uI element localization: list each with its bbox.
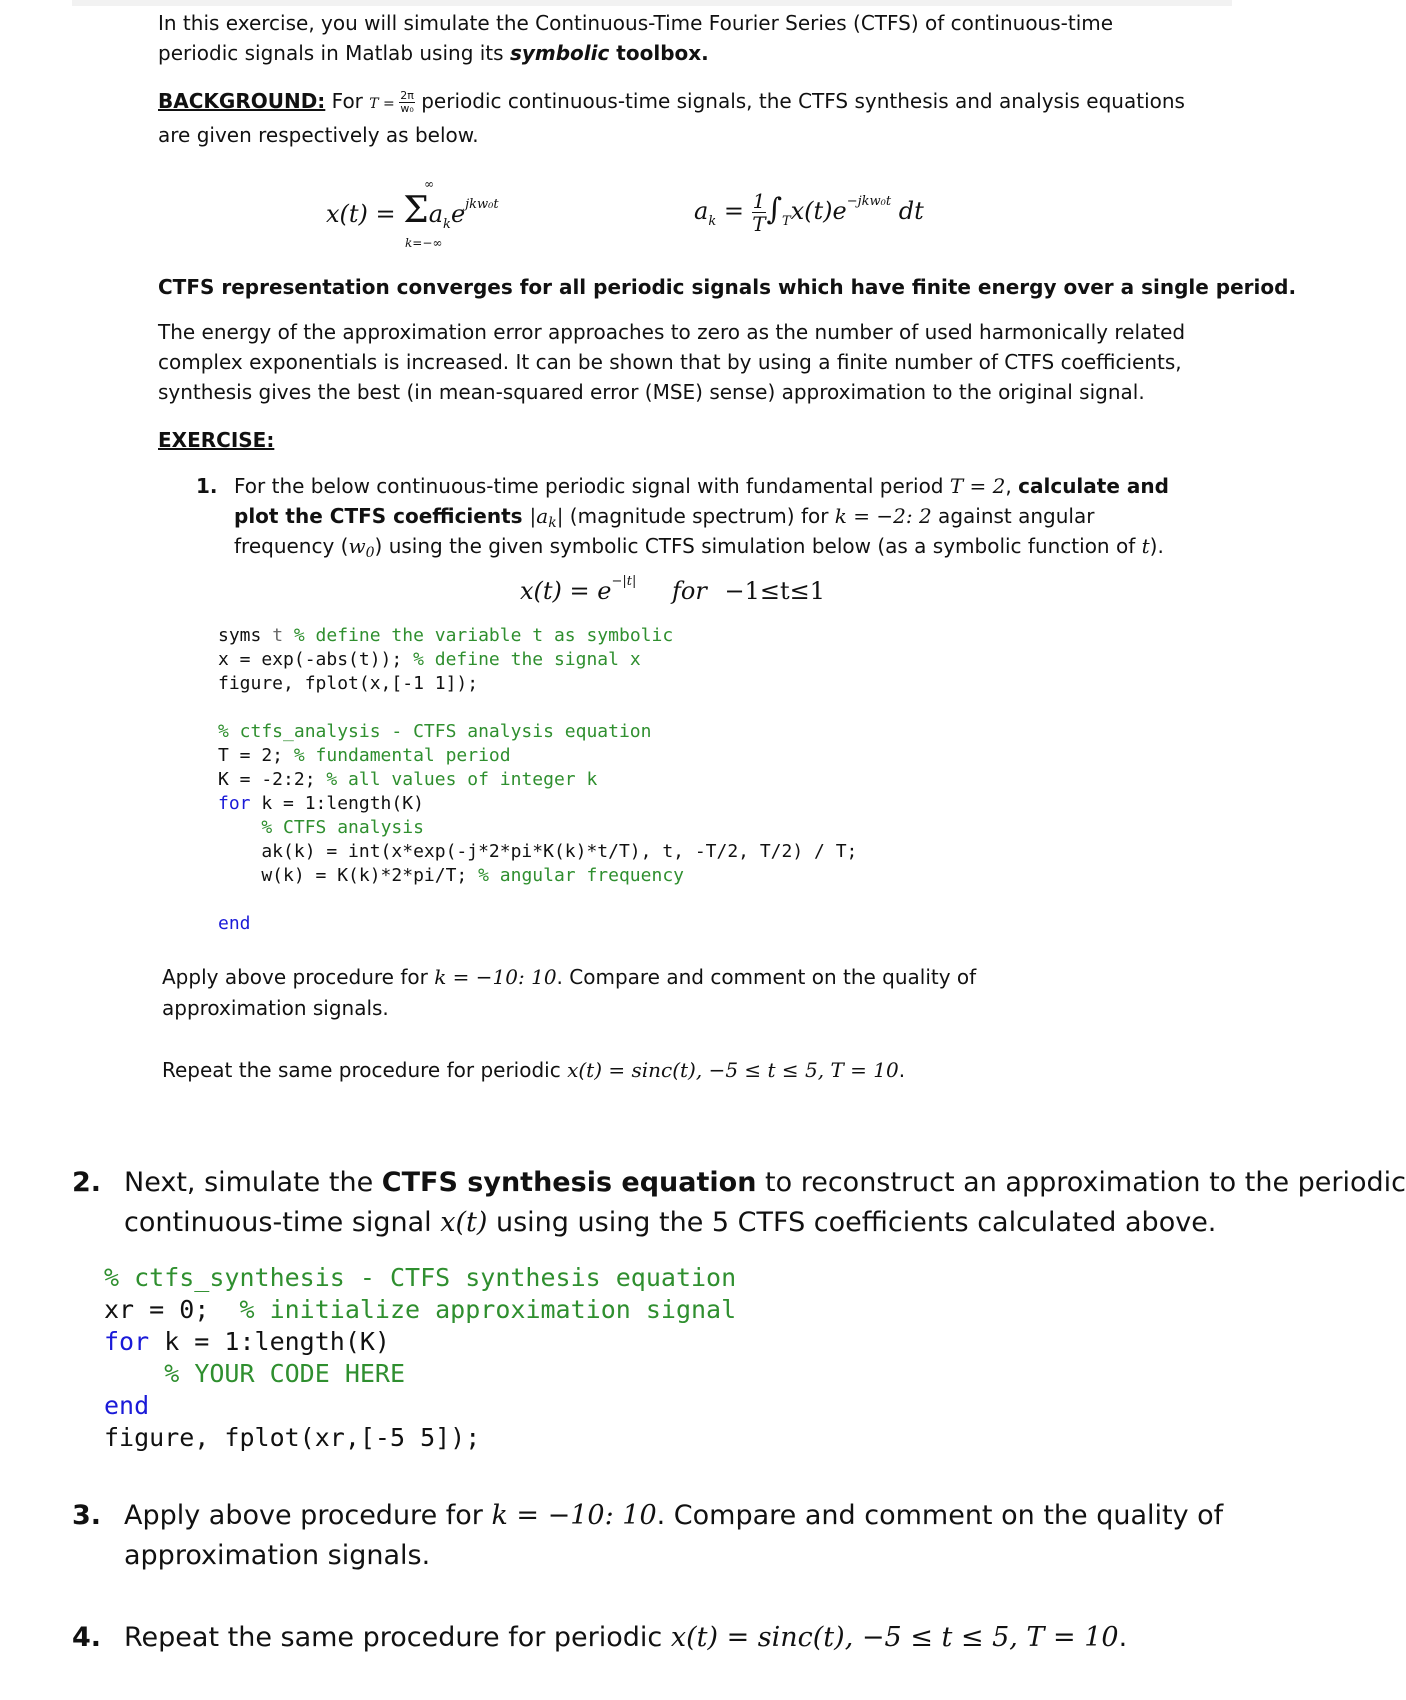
intro-text: In this exercise, you will simulate the Continuous-Time Fourier Series (CTFS) of continuous-time — [158, 11, 1114, 35]
code-line — [218, 648, 857, 672]
analysis-dt: dt — [898, 197, 924, 225]
analysis-k: k — [708, 214, 717, 229]
item-2-line-1 — [124, 1163, 1406, 1203]
code-token: x = exp(-abs(t)); — [218, 649, 414, 670]
background-text: are given respectively as below. — [158, 123, 479, 147]
item-1-bold: calculate and — [1018, 474, 1169, 498]
converges-statement: CTFS representation converges for all periodic signals which have finite energy over a single period. — [158, 275, 1297, 299]
background-heading: BACKGROUND: — [158, 89, 326, 113]
signal-exponent: −|t| — [611, 574, 637, 589]
item-1-math-sub: k — [548, 515, 557, 531]
background-eq: = — [378, 96, 400, 112]
code-token: figure, fplot(xr,[-5 5]); — [104, 1423, 481, 1452]
code-line — [218, 672, 857, 696]
code-lines — [104, 1262, 736, 1454]
apply-line-1 — [162, 962, 976, 992]
background-T: T — [369, 96, 379, 112]
background-line-1 — [158, 86, 1185, 119]
code-token: % all values of integer k — [326, 769, 598, 790]
item-3-text: . Compare and comment on the quality of — [656, 1500, 1224, 1531]
item-2-text: continuous-time signal — [124, 1207, 441, 1238]
item-1-math: k = −2: 2 — [834, 504, 932, 528]
code-line — [104, 1326, 736, 1358]
analysis-exponent: −jkw₀t — [846, 194, 892, 209]
repeat-text: . — [898, 1058, 906, 1082]
item-1-math: w — [348, 534, 366, 558]
synthesis-k: k — [443, 217, 451, 232]
item-3-math: k = −10: 10 — [491, 1500, 657, 1531]
analysis-body: x(t)e — [790, 197, 847, 225]
code-token — [218, 817, 261, 838]
fraction-numerator: 2π — [400, 89, 414, 102]
background-line-2 — [158, 120, 479, 150]
item-1-math-sub: 0 — [365, 545, 375, 561]
code-line — [104, 1422, 736, 1454]
code-token: K = -2:2; — [218, 769, 327, 790]
item-1-line-1 — [234, 471, 1169, 501]
code-token: k = 1:length(K) — [149, 1327, 390, 1356]
exercise-heading: EXERCISE: — [158, 428, 275, 452]
energy-line-3: synthesis gives the best (in mean-squared error (MSE) sense) approximation to the original signal. — [158, 380, 1145, 404]
analysis-a: a — [694, 197, 709, 225]
code-token: t — [272, 625, 284, 646]
code-line — [218, 840, 857, 864]
code-token: for — [104, 1327, 150, 1356]
code-token: xr = 0; — [104, 1295, 240, 1324]
item-4-math: x(t) = sinc(t), −5 ≤ t ≤ 5, T = 10 — [670, 1622, 1119, 1653]
code-line — [104, 1390, 736, 1422]
code-line — [218, 888, 857, 912]
signal-lhs: x(t) = e — [520, 577, 612, 605]
background-fraction — [399, 90, 415, 115]
item-2-text: using using the 5 CTFS coefficients calculated above. — [487, 1207, 1217, 1238]
apply-math: k = −10: 10 — [434, 965, 557, 989]
code-token: for — [218, 793, 251, 814]
code-line — [218, 816, 857, 840]
code-line — [104, 1358, 736, 1390]
code-token: % fundamental period — [293, 745, 511, 766]
intro-text: periodic signals in Matlab using its — [158, 41, 510, 65]
item-1-text: ) using the given symbolic CTFS simulation below (as a symbolic function of — [374, 534, 1142, 558]
item-2-bold: CTFS synthesis equation — [381, 1167, 757, 1198]
background-text: periodic continuous-time signals, the CTFS synthesis and analysis equations — [414, 89, 1185, 113]
code-line — [218, 720, 857, 744]
item-1-text: (magnitude spectrum) for — [563, 504, 835, 528]
signal-equation — [520, 574, 825, 605]
signal-for: for — [672, 577, 707, 605]
analysis-one: 1 — [752, 189, 766, 213]
top-rule — [72, 0, 1232, 6]
code-token: ak(k) = int(x*exp(-j*2*pi*K(k)*t/T), t, -T/2, T/2) / T; — [218, 841, 858, 862]
analysis-fraction — [752, 190, 767, 235]
intro-line-2 — [158, 38, 709, 68]
code-line — [218, 696, 857, 720]
apply-text: . Compare and comment on the quality of — [556, 965, 977, 989]
code-token: % ctfs_analysis - CTFS analysis equation — [218, 721, 652, 742]
intro-toolbox: toolbox. — [609, 41, 709, 65]
signal-range: −1≤t≤1 — [724, 577, 825, 605]
code-token: syms — [218, 625, 273, 646]
analysis-eq: = — [716, 197, 752, 225]
item-2-text: Next, simulate the — [124, 1167, 382, 1198]
repeat-text: Repeat the same procedure for periodic — [162, 1058, 568, 1082]
energy-line-1: The energy of the approximation error approaches to zero as the number of used harmonically related — [158, 320, 1186, 344]
item-3-text: Apply above procedure for — [124, 1500, 492, 1531]
item-1-math: | — [556, 504, 564, 528]
intro-symbolic: symbolic — [509, 41, 610, 65]
item-4-line — [124, 1618, 1127, 1658]
analysis-T: T — [752, 212, 766, 236]
intro-line-1 — [158, 8, 1113, 38]
item-3-line-1 — [124, 1496, 1223, 1536]
code-line — [218, 792, 857, 816]
integral-symbol: ∫ — [766, 192, 782, 227]
item-1-line-3 — [234, 531, 1164, 568]
item-2-number: 2. — [72, 1167, 102, 1198]
item-2-line-2 — [124, 1203, 1216, 1243]
repeat-line — [162, 1055, 905, 1085]
code-token: T = 2; — [218, 745, 294, 766]
code-token: % define the variable t as symbolic — [283, 625, 674, 646]
synthesis-a: a — [428, 200, 444, 228]
item-2-math: x(t) — [440, 1207, 488, 1238]
apply-line-2: approximation signals. — [162, 996, 389, 1020]
item-3-number: 3. — [72, 1500, 102, 1531]
repeat-math: x(t) = sinc(t), −5 ≤ t ≤ 5, T = 10 — [567, 1058, 899, 1082]
code-token: % ctfs_synthesis - CTFS synthesis equation — [104, 1263, 737, 1292]
code-token: w(k) = K(k)*2*pi/T; — [218, 865, 479, 886]
item-4-text: . — [1118, 1622, 1128, 1653]
background-text: For — [325, 89, 370, 113]
code-line — [218, 744, 857, 768]
synthesis-exponent: jkw₀t — [465, 197, 499, 212]
item-1-text: For the below continuous-time periodic signal with fundamental period — [234, 474, 950, 498]
item-1-number: 1. — [196, 474, 218, 498]
item-1-text: ). — [1149, 534, 1164, 558]
code-line — [218, 912, 857, 936]
sigma-symbol: Σ — [403, 190, 429, 231]
synthesis-e: e — [450, 200, 466, 228]
sigma-lower-limit: k=−∞ — [405, 236, 443, 250]
analysis-equation — [694, 190, 924, 235]
item-4-number: 4. — [72, 1622, 102, 1653]
code-token: % YOUR CODE HERE — [164, 1359, 406, 1388]
sigma-upper-limit: ∞ — [424, 177, 434, 191]
item-3-line-2: approximation signals. — [124, 1540, 431, 1571]
code-token: end — [218, 913, 251, 934]
code-token: % define the signal x — [413, 649, 641, 670]
code-block-synthesis — [104, 1262, 736, 1454]
code-token: end — [104, 1391, 150, 1420]
item-1-text: frequency ( — [234, 534, 349, 558]
code-line — [218, 768, 857, 792]
code-line — [218, 624, 857, 648]
code-line — [218, 864, 857, 888]
integral-subscript: T — [781, 214, 791, 229]
code-token — [104, 1359, 164, 1388]
item-1-text: against angular — [931, 504, 1095, 528]
synthesis-lhs: x(t) = — [326, 200, 404, 228]
item-1-math: |a — [529, 504, 549, 528]
synthesis-equation — [326, 190, 499, 232]
code-token — [218, 697, 229, 718]
item-1-math: t — [1141, 534, 1150, 558]
code-line — [104, 1262, 736, 1294]
code-token: % initialize approximation signal — [239, 1295, 737, 1324]
energy-line-2: complex exponentials is increased. It can be shown that by using a finite number of CTFS coefficients, — [158, 350, 1182, 374]
item-4-text: Repeat the same procedure for periodic — [124, 1622, 671, 1653]
code-lines — [218, 624, 857, 936]
item-1-text: , — [1005, 474, 1019, 498]
item-1-math: T = 2 — [949, 474, 1006, 498]
code-block-analysis — [218, 624, 857, 936]
item-1-bold: plot the CTFS coefficients — [234, 504, 530, 528]
code-token: % CTFS analysis — [261, 817, 424, 838]
code-token: % angular frequency — [478, 865, 684, 886]
code-line — [104, 1294, 736, 1326]
item-2-text: to reconstruct an approximation to the periodic — [756, 1167, 1406, 1198]
code-token — [218, 889, 229, 910]
fraction-denominator: w₀ — [400, 102, 414, 115]
code-token: k = 1:length(K) — [250, 793, 424, 814]
code-token: figure, fplot(x,[-1 1]); — [218, 673, 479, 694]
apply-text: Apply above procedure for — [162, 965, 435, 989]
